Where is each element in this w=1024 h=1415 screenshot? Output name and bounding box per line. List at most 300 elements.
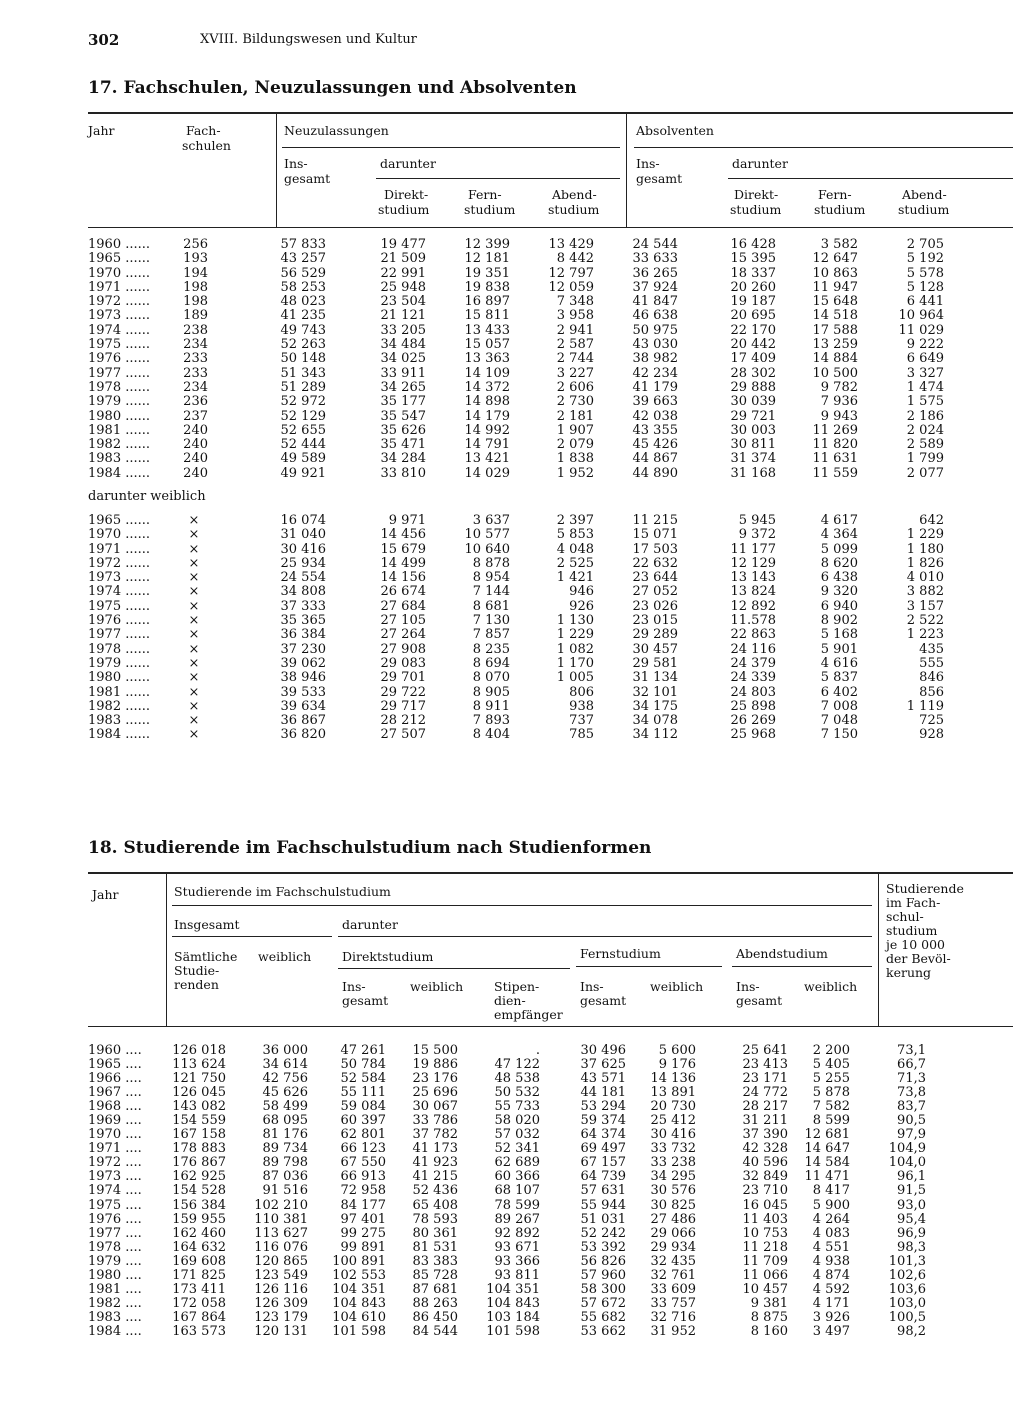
table-cell: 7 130 (472, 613, 510, 629)
table-cell: 1 130 (556, 613, 594, 629)
table-cell: 84 177 (340, 1197, 386, 1213)
table-cell-year: 1971 ...... (88, 541, 151, 557)
table-cell: 23 413 (742, 1057, 788, 1073)
table-cell: 3 882 (906, 584, 944, 600)
table-cell: 8 902 (820, 613, 858, 629)
t17-women-neu-direkt-column (370, 514, 426, 743)
table-cell: 20 730 (650, 1099, 696, 1115)
table-cell: 7 008 (820, 698, 858, 714)
table-cell: 25 696 (412, 1085, 458, 1101)
table-cell: 14 029 (464, 465, 510, 481)
table-cell-year: 1975 ...... (88, 337, 151, 353)
table-cell: 5 255 (812, 1071, 850, 1087)
table-cell: 47 122 (494, 1057, 540, 1073)
table-cell-year: 1977 ...... (88, 365, 151, 381)
table-cell: 26 674 (380, 584, 426, 600)
table-cell-year: 1965 ...... (88, 513, 151, 528)
t18-darunter-rule (338, 936, 872, 937)
table-cell: 36 000 (262, 1043, 308, 1058)
t17-women-label: darunter weiblich (88, 489, 206, 504)
table-cell: 123 179 (254, 1309, 308, 1325)
table-cell: 555 (919, 655, 944, 671)
table-cell: 99 275 (340, 1225, 386, 1241)
table-cell: 24 803 (730, 684, 776, 700)
table-cell: 35 626 (380, 422, 426, 438)
t17-abs-abend-column (888, 238, 944, 481)
table-cell: 103 184 (486, 1309, 540, 1325)
table-cell: 34 078 (632, 713, 678, 729)
table-cell-year: 1976 .... (88, 1211, 142, 1227)
table-cell: 12 399 (464, 237, 510, 252)
table-cell-year: 1972 ...... (88, 555, 151, 571)
table-cell: 25 968 (730, 727, 776, 743)
table-cell-year: 1974 ...... (88, 322, 151, 338)
table-cell: 50 975 (632, 322, 678, 338)
table-cell: 46 638 (632, 308, 678, 324)
table-cell: 926 (569, 598, 594, 614)
table-cell: 12 797 (548, 265, 594, 281)
table-cell: 90,5 (897, 1113, 926, 1129)
table-cell: 104 351 (486, 1281, 540, 1297)
table-cell: 1 082 (556, 641, 594, 657)
table-cell: 78 593 (412, 1211, 458, 1227)
table-cell: 24 544 (632, 237, 678, 252)
table-cell: 3 582 (820, 237, 858, 252)
table-cell: 2 606 (556, 379, 594, 395)
table-cell: 37 333 (280, 598, 326, 614)
table-17-top-rule (88, 112, 1013, 114)
table-cell: 4 938 (812, 1253, 850, 1269)
page-number: 302 (88, 31, 120, 49)
table-cell: 5 168 (820, 627, 858, 643)
table-cell: 31 040 (280, 527, 326, 543)
table-cell: 4 010 (906, 570, 944, 586)
t18-stip-2: dien- (494, 993, 526, 1008)
table-cell: 8 599 (812, 1113, 850, 1129)
table-cell: 240 (183, 451, 208, 467)
table-cell: 32 716 (650, 1309, 696, 1325)
table-cell: 12 181 (464, 251, 510, 267)
table-cell: 80 361 (412, 1225, 458, 1241)
table-cell: 194 (183, 265, 208, 281)
table-cell: 31 134 (632, 670, 678, 686)
table-cell-year: 1978 ...... (88, 641, 151, 657)
table-17-divider-1 (276, 114, 277, 227)
table-cell: 2 397 (556, 513, 594, 528)
table-cell: 12 681 (804, 1127, 850, 1143)
t17-neu-darunter: darunter (380, 156, 436, 171)
table-cell: 38 946 (280, 670, 326, 686)
table-cell: 23 176 (412, 1071, 458, 1087)
table-cell-year: 1979 ...... (88, 394, 151, 410)
t18-stipendien-column (480, 1044, 540, 1339)
t17-abs-direkt-1: Direkt- (734, 187, 779, 202)
table-17-divider-2 (626, 114, 627, 227)
table-cell: 17 588 (812, 322, 858, 338)
table-cell-year: 1979 ...... (88, 655, 151, 671)
table-cell: 58 020 (494, 1113, 540, 1129)
table-cell: 16 897 (464, 294, 510, 310)
table-cell: 14 499 (380, 555, 426, 571)
table-cell: 8 875 (750, 1309, 788, 1325)
t17-neu-darunter-rule (376, 178, 620, 179)
table-cell: 25 412 (650, 1113, 696, 1129)
t18-abend-rule (732, 966, 872, 967)
table-cell: 81 176 (262, 1127, 308, 1143)
t18-saemtliche-3: renden (174, 977, 219, 992)
table-cell: 14 456 (380, 527, 426, 543)
table-cell: 104 843 (332, 1295, 386, 1311)
table-cell: 806 (569, 684, 594, 700)
table-cell: 10 964 (898, 308, 944, 324)
table-cell: 42 234 (632, 365, 678, 381)
table-cell: 121 750 (172, 1071, 226, 1087)
t17-abs-fern-column (802, 238, 858, 481)
table-cell: 26 269 (730, 713, 776, 729)
table-cell: 52 263 (280, 337, 326, 353)
table-cell: 81 531 (412, 1239, 458, 1255)
table-cell: 928 (919, 727, 944, 743)
table-cell: 29 289 (632, 627, 678, 643)
table-cell: 33 732 (650, 1141, 696, 1157)
t17-abs-ins-1: Ins- (636, 156, 660, 171)
table-cell: 14 898 (464, 394, 510, 410)
table-cell: 17 503 (632, 541, 678, 557)
table-cell: 256 (183, 237, 208, 252)
table-cell: 2 522 (906, 613, 944, 629)
t18-right-3: schul- (886, 909, 924, 924)
t18-fern-ins-column (566, 1044, 626, 1339)
table-cell: 237 (183, 408, 208, 424)
table-cell: × (188, 613, 200, 629)
table-cell: 11 631 (812, 451, 858, 467)
table-cell: 198 (183, 294, 208, 310)
table-cell: 10 500 (812, 365, 858, 381)
t17-abs-fern-1: Fern- (818, 187, 852, 202)
table-cell: 20 695 (730, 308, 776, 324)
t17-women-fachschulen-column (186, 514, 202, 743)
table-cell: 27 684 (380, 598, 426, 614)
t18-right-7: kerung (886, 965, 932, 980)
table-cell: 51 031 (580, 1211, 626, 1227)
table-cell: 11 471 (804, 1169, 850, 1185)
table-cell: 31 211 (742, 1113, 788, 1129)
table-cell: 14 372 (464, 379, 510, 395)
table-cell: 52 341 (494, 1141, 540, 1157)
table-cell: 8 954 (472, 570, 510, 586)
table-cell: 13 433 (464, 322, 510, 338)
table-cell: 30 811 (730, 437, 776, 453)
table-cell: 10 863 (812, 265, 858, 281)
table-cell: 3 157 (906, 598, 944, 614)
t17-women-year-column (88, 514, 173, 743)
table-cell: 126 116 (254, 1281, 308, 1297)
table-cell: 9 943 (820, 408, 858, 424)
table-cell: 10 457 (742, 1281, 788, 1297)
table-cell: 154 559 (172, 1113, 226, 1129)
table-cell: 57 833 (280, 237, 326, 252)
table-cell: 21 121 (380, 308, 426, 324)
table-cell: 2 525 (556, 555, 594, 571)
table-cell: 103,6 (888, 1281, 926, 1297)
table-cell: 29 934 (650, 1239, 696, 1255)
table-cell: 104 843 (486, 1295, 540, 1311)
table-cell: 2 079 (556, 437, 594, 453)
table-cell: 60 366 (494, 1169, 540, 1185)
table-cell: 52 436 (412, 1183, 458, 1199)
table-cell: 29 066 (650, 1225, 696, 1241)
table-cell: 7 144 (472, 584, 510, 600)
t18-header-fernstudium: Fernstudium (580, 946, 661, 961)
table-cell: 34 614 (262, 1057, 308, 1073)
table-cell: 22 632 (632, 555, 678, 571)
table-cell: 69 497 (580, 1141, 626, 1157)
table-cell: × (188, 684, 200, 700)
table-cell: 13 259 (812, 337, 858, 353)
table-cell: 30 039 (730, 394, 776, 410)
table-cell: 29 722 (380, 684, 426, 700)
table-cell: 4 592 (812, 1281, 850, 1297)
table-cell: 1 229 (906, 527, 944, 543)
t18-fern-rule (576, 966, 722, 967)
table-cell: 15 500 (412, 1043, 458, 1058)
table-cell: 12 129 (730, 555, 776, 571)
table-cell: 123 549 (254, 1267, 308, 1283)
t17-neu-fern-1: Fern- (468, 187, 502, 202)
table-cell: 1 223 (906, 627, 944, 643)
t17-women-neu-fern-column (454, 514, 510, 743)
table-cell: 30 576 (650, 1183, 696, 1199)
table-cell: 7 348 (556, 294, 594, 310)
table-cell: 167 864 (172, 1309, 226, 1325)
table-cell: 25 934 (280, 555, 326, 571)
table-cell: 102,6 (888, 1267, 926, 1283)
table-cell: 97,9 (897, 1127, 926, 1143)
table-cell: 11 820 (812, 437, 858, 453)
table-cell: 126 018 (172, 1043, 226, 1058)
table-cell: 101 598 (332, 1323, 386, 1339)
table-cell: 36 867 (280, 713, 326, 729)
table-cell: 10 640 (464, 541, 510, 557)
table-cell: 56 529 (280, 265, 326, 281)
table-cell: 737 (569, 713, 594, 729)
table-cell: 58 499 (262, 1099, 308, 1115)
table-cell: 1 575 (906, 394, 944, 410)
table-cell-year: 1983 .... (88, 1309, 142, 1325)
table-cell-year: 1971 ...... (88, 279, 151, 295)
table-cell: 15 648 (812, 294, 858, 310)
table-cell-year: 1966 .... (88, 1071, 142, 1087)
table-cell: 156 384 (172, 1197, 226, 1213)
table-cell: 113 627 (254, 1225, 308, 1241)
t18-abend-weiblich: weiblich (804, 979, 858, 994)
table-cell: × (188, 513, 200, 528)
table-cell: 40 596 (742, 1155, 788, 1171)
table-cell: 62 689 (494, 1155, 540, 1171)
table-cell: 43 257 (280, 251, 326, 267)
table-cell: 89 734 (262, 1141, 308, 1157)
t17-women-abs-direkt-column (720, 514, 776, 743)
table-cell: 30 416 (650, 1127, 696, 1143)
table-cell: 37 782 (412, 1127, 458, 1143)
table-cell: 178 883 (172, 1141, 226, 1157)
table-18-header-bottom-rule (88, 1026, 1013, 1027)
table-cell: 27 908 (380, 641, 426, 657)
table-18-top-rule (88, 872, 1013, 874)
table-cell-year: 1972 .... (88, 1155, 142, 1171)
table-cell: 36 265 (632, 265, 678, 281)
t18-right-5: je 10 000 (886, 937, 945, 952)
table-cell: 34 265 (380, 379, 426, 395)
table-cell: 846 (919, 670, 944, 686)
t17-neu-direkt-1: Direkt- (384, 187, 429, 202)
t17-neu-fern-2: studium (464, 202, 516, 217)
table-cell: 71,3 (897, 1071, 926, 1087)
table-cell: 240 (183, 437, 208, 453)
t17-abs-darunter: darunter (732, 156, 788, 171)
t17-fachschulen-column (172, 238, 208, 481)
table-cell: 50 784 (340, 1057, 386, 1073)
table-cell: 37 924 (632, 279, 678, 295)
table-cell: 29 083 (380, 655, 426, 671)
table-cell: 34 484 (380, 337, 426, 353)
table-cell: 938 (569, 698, 594, 714)
t18-saemtliche-2: Studie- (174, 963, 220, 978)
table-cell: 52 129 (280, 408, 326, 424)
table-cell: × (188, 641, 200, 657)
t18-header-abendstudium: Abendstudium (736, 946, 828, 961)
table-cell: 52 242 (580, 1225, 626, 1241)
table-cell: 2 077 (906, 465, 944, 481)
t17-neu-insgesamt-column (270, 238, 326, 481)
table-18-title: 18. Studierende im Fachschulstudium nach Studienformen (88, 838, 652, 858)
table-cell-year: 1971 .... (88, 1141, 142, 1157)
table-cell: 44 867 (632, 451, 678, 467)
table-cell: 4 364 (820, 527, 858, 543)
table-cell: 33 786 (412, 1113, 458, 1129)
table-cell: 13 363 (464, 351, 510, 367)
table-cell: 5 853 (556, 527, 594, 543)
t17-neu-ins-2: gesamt (284, 171, 331, 186)
table-cell: 30 457 (632, 641, 678, 657)
table-cell: 13 421 (464, 451, 510, 467)
table-cell: 102 553 (332, 1267, 386, 1283)
t18-insgesamt-weiblich: weiblich (258, 949, 312, 964)
table-cell: 12 647 (812, 251, 858, 267)
table-cell: 57 960 (580, 1267, 626, 1283)
table-cell: 9 176 (658, 1057, 696, 1073)
table-cell: 22 863 (730, 627, 776, 643)
table-cell: 89 267 (494, 1211, 540, 1227)
table-cell: 5 837 (820, 670, 858, 686)
table-cell: 24 379 (730, 655, 776, 671)
table-cell-year: 1981 ...... (88, 422, 151, 438)
t17-women-neu-insgesamt-column (270, 514, 326, 743)
table-cell: 23 710 (742, 1183, 788, 1199)
table-cell: 16 045 (742, 1197, 788, 1213)
table-cell: 34 295 (650, 1169, 696, 1185)
t18-header-direktstudium: Direktstudium (342, 949, 434, 964)
table-cell: 17 409 (730, 351, 776, 367)
table-cell: 28 217 (742, 1099, 788, 1115)
table-cell: 52 972 (280, 394, 326, 410)
table-cell: 65 408 (412, 1197, 458, 1213)
table-cell: 3 958 (556, 308, 594, 324)
table-cell: 101,3 (888, 1253, 926, 1269)
table-cell: 41 235 (280, 308, 326, 324)
table-cell: 6 940 (820, 598, 858, 614)
table-cell: 19 838 (464, 279, 510, 295)
t17-header-jahr: Jahr (88, 123, 115, 138)
table-cell: 57 672 (580, 1295, 626, 1311)
t17-header-absolventen: Absolventen (636, 123, 714, 138)
t17-abs-abend-1: Abend- (902, 187, 947, 202)
table-cell-year: 1960 ...... (88, 237, 151, 252)
table-cell: 6 402 (820, 684, 858, 700)
table-cell: 53 662 (580, 1323, 626, 1339)
table-cell: 67 157 (580, 1155, 626, 1171)
table-cell: 15 679 (380, 541, 426, 557)
table-cell: 11.578 (730, 613, 776, 629)
table-cell: 8 694 (472, 655, 510, 671)
table-cell: 43 030 (632, 337, 678, 353)
table-cell: × (188, 698, 200, 714)
table-cell: 39 533 (280, 684, 326, 700)
table-cell: 4 616 (820, 655, 858, 671)
table-cell: × (188, 527, 200, 543)
table-cell: 29 701 (380, 670, 426, 686)
table-cell: 24 772 (742, 1085, 788, 1101)
table-cell: 12 059 (548, 279, 594, 295)
table-cell: 49 921 (280, 465, 326, 481)
table-cell: 946 (569, 584, 594, 600)
table-cell: 14 884 (812, 351, 858, 367)
table-cell: 30 825 (650, 1197, 696, 1213)
table-cell: 113 624 (172, 1057, 226, 1073)
table-cell: 96,9 (897, 1225, 926, 1241)
table-cell: 3 637 (472, 513, 510, 528)
table-cell: 9 782 (820, 379, 858, 395)
table-cell: 1 799 (906, 451, 944, 467)
table-cell: 10 753 (742, 1225, 788, 1241)
t18-header-jahr: Jahr (92, 887, 119, 902)
table-cell: 11 177 (730, 541, 776, 557)
t18-right-2: im Fach- (886, 895, 941, 910)
table-cell: 8 681 (472, 598, 510, 614)
table-cell: 35 471 (380, 437, 426, 453)
table-cell: 41 179 (632, 379, 678, 395)
table-cell: 35 177 (380, 394, 426, 410)
table-cell-year: 1983 ...... (88, 713, 151, 729)
table-cell: 15 057 (464, 337, 510, 353)
table-cell: 13 429 (548, 237, 594, 252)
table-cell: 24 339 (730, 670, 776, 686)
table-cell: 120 131 (254, 1323, 308, 1339)
t18-fern-ins-1: Ins- (580, 979, 604, 994)
table-cell-year: 1973 ...... (88, 308, 151, 324)
table-cell: 5 192 (906, 251, 944, 267)
table-cell: 1 907 (556, 422, 594, 438)
table-cell: 19 351 (464, 265, 510, 281)
table-cell: 98,3 (897, 1239, 926, 1255)
table-cell: 1 838 (556, 451, 594, 467)
table-cell: 8 235 (472, 641, 510, 657)
table-cell: 20 260 (730, 279, 776, 295)
table-cell: 43 571 (580, 1071, 626, 1087)
t18-abend-ins-1: Ins- (736, 979, 760, 994)
table-cell: 32 761 (650, 1267, 696, 1283)
t18-direkt-ins-2: gesamt (342, 993, 389, 1008)
